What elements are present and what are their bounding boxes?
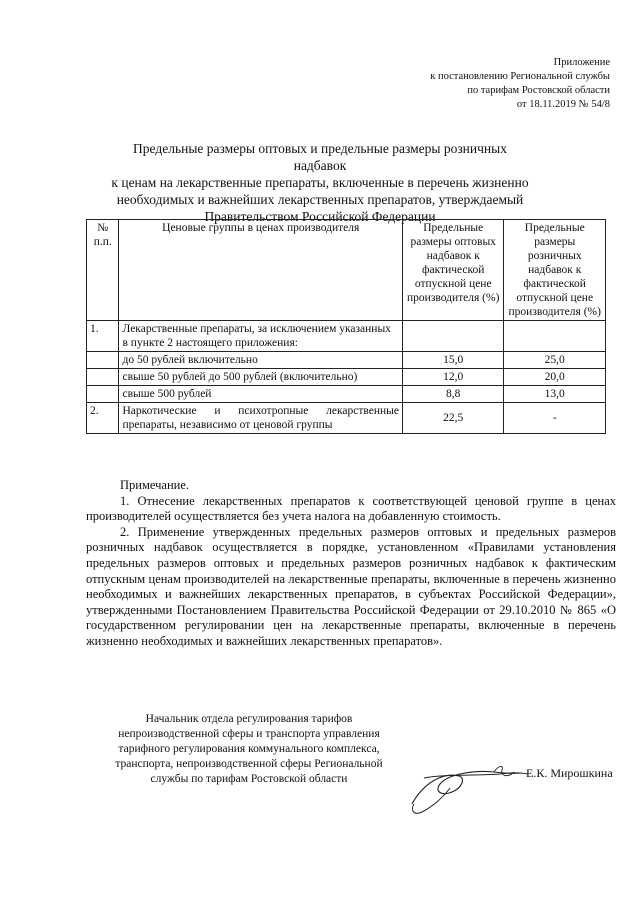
notes-heading: Примечание. — [120, 478, 190, 492]
header-price-group: Ценовые группы в ценах производителя — [119, 220, 403, 321]
title-line: необходимых и важнейших лекарственных препаратов, утверждаемый — [116, 192, 524, 207]
appendix-line: к постановлению Региональной службы — [430, 71, 610, 82]
row-wholesale: 22,5 — [402, 403, 503, 434]
row-no: 2. — [87, 403, 119, 434]
row-group: свыше 50 рублей до 500 рублей (включительно) — [119, 369, 403, 386]
handwritten-signature — [404, 752, 534, 822]
row-group: до 50 рублей включительно — [119, 352, 403, 369]
table-row — [87, 352, 606, 369]
row-wholesale — [402, 321, 503, 352]
position-line: Начальник отдела регулирования тарифов — [145, 713, 353, 725]
signer-name: Е.К. Мирошкина — [526, 766, 613, 780]
title-line: к ценам на лекарственные препараты, включенные в перечень жизненно — [111, 175, 529, 190]
row-retail: - — [504, 403, 606, 434]
row-group: Лекарственные препараты, за исключением указанных в пункте 2 настоящего приложения: — [119, 321, 403, 352]
row-no: 1. — [87, 321, 119, 352]
header-no: № п.п. — [87, 220, 119, 321]
table-header-row — [87, 220, 606, 321]
row-retail: 13,0 — [504, 386, 606, 403]
table-row — [87, 369, 606, 386]
position-line: непроизводственной сферы и транспорта управления — [118, 728, 380, 740]
markup-table — [86, 219, 606, 434]
table-row — [87, 386, 606, 403]
signatory-position — [96, 712, 402, 787]
note-item: 1. Отнесение лекарственных препаратов к соответствующей ценовой группе в ценах производителей осуществляется без учета налога на добавленную стоимость. — [86, 493, 616, 524]
row-group: Наркотические и психотропные лекарственные препараты, независимо от ценовой группы — [119, 403, 403, 434]
appendix-date-line: от 18.11.2019 № 54/8 — [516, 99, 610, 110]
row-no — [87, 352, 119, 369]
appendix-line: по тарифам Ростовской области — [467, 85, 610, 96]
position-line: тарифного регулирования коммунального комплекса, — [118, 743, 380, 755]
position-line: службы по тарифам Ростовской области — [150, 773, 348, 785]
header-wholesale: Предельные размеры оптовых надбавок к фактической отпускной цене производителя (%) — [402, 220, 503, 321]
row-wholesale: 12,0 — [402, 369, 503, 386]
title-line: Предельные размеры оптовых и предельные размеры розничных надбавок — [133, 141, 507, 173]
header-retail: Предельные размеры розничных надбавок к фактической отпускной цене производителя (%) — [504, 220, 606, 321]
appendix-header — [350, 56, 610, 112]
row-no — [87, 386, 119, 403]
notes-section — [86, 478, 616, 650]
title-line: Правительством Российской Федерации — [204, 209, 436, 224]
note-item: 2. Применение утвержденных предельных размеров оптовых и предельных размеров розничных надбавок осуществляется в порядке, установленном «Правилами установления предельных размеров оптовых и предельных размеров розничных надбавок к фактическим отпускным ценам производителей на лекарственные препараты, включенные в перечень жизненно необходимых и важнейших лекарственных препаратов, в субъектах Российской Федерации», утвержденными Постановлением Правительства Российской Федерации от 29.10.2010 № 865 «О государственном регулировании цен на лекарственные препараты, включенные в перечень жизненно необходимых и важнейших лекарственных препаратов». — [86, 524, 616, 648]
table-row — [87, 321, 606, 352]
row-retail: 25,0 — [504, 352, 606, 369]
appendix-line: Приложение — [553, 57, 610, 68]
row-no — [87, 369, 119, 386]
row-wholesale: 8,8 — [402, 386, 503, 403]
row-wholesale: 15,0 — [402, 352, 503, 369]
row-retail — [504, 321, 606, 352]
row-retail: 20,0 — [504, 369, 606, 386]
document-title — [110, 140, 530, 225]
row-group: свыше 500 рублей — [119, 386, 403, 403]
position-line: транспорта, непроизводственной сферы Региональной — [115, 758, 383, 770]
table-row — [87, 403, 606, 434]
